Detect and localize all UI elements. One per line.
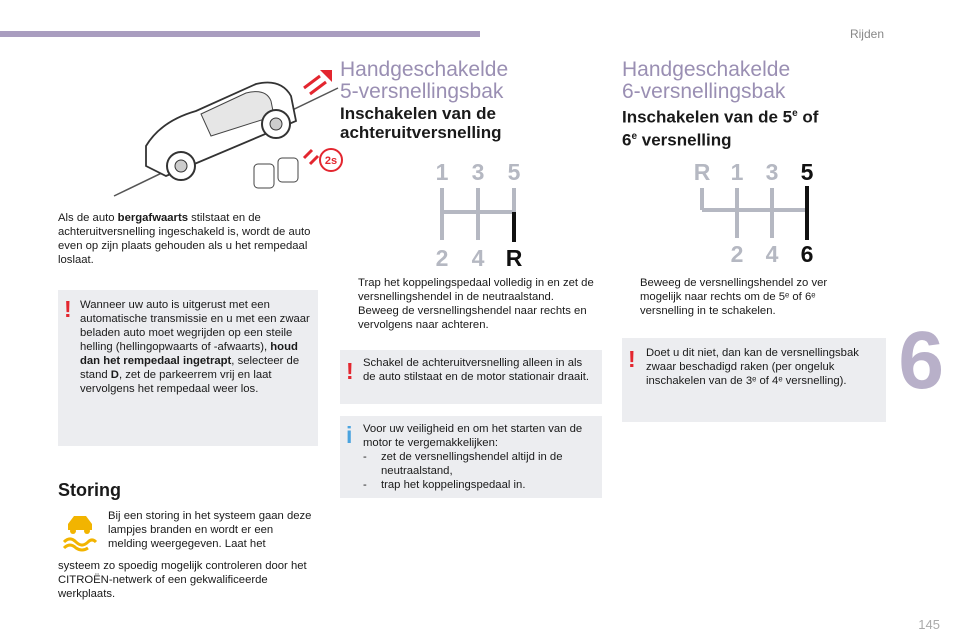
subheading-reverse: Inschakelen van de achteruitversnelling (340, 104, 502, 142)
service-warning-icon (62, 512, 98, 552)
header-bar (0, 31, 480, 37)
warning-icon: ! (628, 346, 636, 372)
gear-label-6: 6 (800, 241, 814, 267)
intro-bold: bergafwaarts (117, 212, 188, 224)
info-box-safety: i Voor uw veiligheid en om het starten van de motor te vergemakkelijken: - zet de versnellingshendel altijd in de neutraalstand, - trap het koppelingspedaal in. (340, 416, 602, 498)
gear-label-3: 3 (471, 159, 485, 185)
warning-icon: ! (346, 358, 354, 384)
gear-label-3: 3 (765, 159, 779, 185)
warning-text: Wanneer uw auto is uitgerust met een automatische transmissie en u met een zwaar beladen auto moet wegrijden op een steile helling (hellingopwaarts of -afwaarts), houd dan het rempedaal ingetrapt, selecteer de stand D, zet de parkeerrem vrij en laat vervolgens het rempedaal weer los. (80, 299, 310, 395)
warning-box-automatic (58, 290, 318, 446)
gear-label-5: 5 (800, 159, 814, 185)
warning-box-reverse: ! Schakel de achteruitversnelling alleen in als de auto stilstaat en de motor stationair draait. (340, 350, 602, 404)
gear-label-5: 5 (507, 159, 521, 185)
gear-diagram-5speed (430, 156, 530, 274)
section-title-5speed: Handgeschakelde 5-versnellingsbak (340, 58, 509, 103)
warning-box-gearbox: ! Doet u dit niet, dan kan de versnellingsbak zwaar beschadigd raken (per ongeluk inschakelen van de 3ᵉ of 4ᵉ versnelling). (622, 338, 886, 422)
gear-label-4: 4 (471, 245, 485, 271)
gear-label-1: 1 (435, 159, 449, 185)
intro-text: Als de auto (58, 212, 118, 224)
section-title-6speed: Handgeschakelde 6-versnellingsbak (622, 58, 791, 103)
gear-label-r: R (693, 159, 711, 185)
info-icon: i (346, 422, 353, 448)
section-label: Rijden (849, 27, 884, 41)
storing-heading: Storing (58, 480, 121, 500)
car-on-slope-illustration (106, 66, 346, 206)
subheading-5th-6th: Inschakelen van de 5e of 6e versnelling (622, 107, 819, 150)
gear-label-2: 2 (730, 241, 744, 267)
gear-label-4: 4 (765, 241, 779, 267)
intro-paragraph (58, 211, 320, 267)
chapter-number: 6 (898, 315, 944, 406)
gear-label-r: R (505, 245, 523, 271)
storing-text-continued: systeem zo spoedig mogelijk controleren door het CITROËN-netwerk of een gekwalificeerde werkplaats. (58, 560, 307, 600)
gear-diagram-6speed (692, 156, 822, 274)
intro-text-end: stilstaat en de achteruitversnelling ingeschakeld is, wordt de auto even op zijn plaats gehouden als u het rempedaal loslaat. (58, 212, 311, 266)
storing-text: Bij een storing in het systeem gaan deze lampjes branden en wordt er een melding weergegeven. Laat het (108, 510, 312, 550)
gear-label-2: 2 (435, 245, 449, 271)
page-number: 145 (918, 617, 940, 632)
warning-icon: ! (64, 296, 72, 322)
gear-label-1: 1 (730, 159, 744, 185)
timer-badge: 2s (324, 155, 338, 167)
